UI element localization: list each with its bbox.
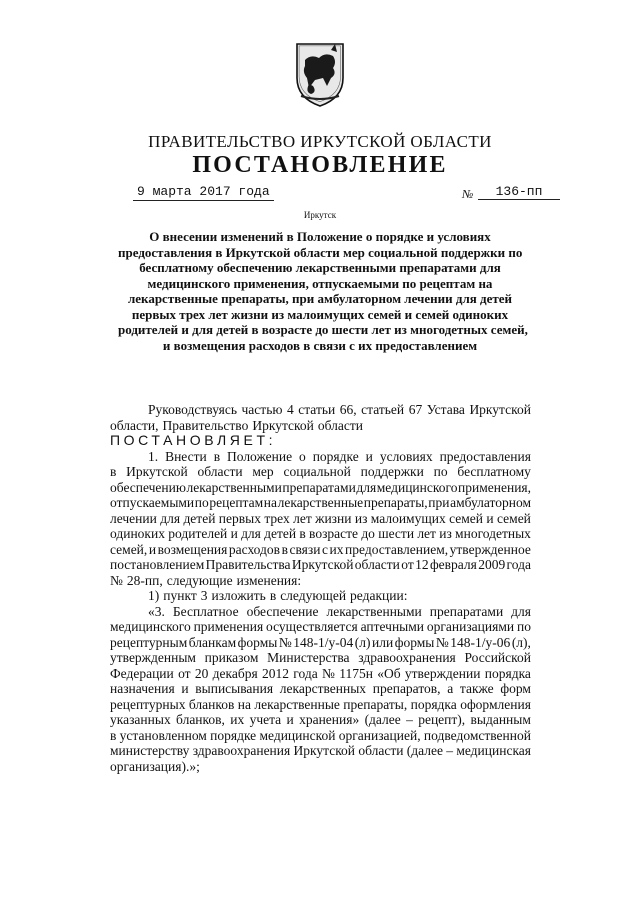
body-line: утвержденным приказом Министерства здравоохранения Российской: [110, 650, 531, 665]
title-line: медицинского применения, отпускаемыми по рецептам на: [147, 275, 493, 291]
body-line: рецептурным бланкам формы № 148-1/у-04 (л) или формы № 148-1/у-06 (л),: [110, 634, 531, 650]
body-line: 1) пункт 3 изложить в следующей редакции:: [148, 588, 408, 603]
document-title: [118, 229, 528, 353]
body-line: № 28-пп, следующие изменения:: [110, 572, 302, 588]
body-line: одиноких родителей и для детей в возрасте до шести лет из многодетных: [110, 526, 531, 541]
document-date: 9 марта 2017 года: [133, 184, 274, 201]
coat-of-arms-icon: [293, 38, 347, 108]
body-line: области, Правительство Иркутской области: [110, 417, 363, 433]
document-body: [110, 402, 531, 774]
title-line: лекарственные препараты, при амбулаторном лечении для детей: [127, 291, 513, 306]
body-line: указанных бланков, их учета и хранения» (далее – рецепт), выданным: [110, 712, 531, 727]
body-line: медицинского применения осуществляется аптечными организациями по: [110, 619, 531, 634]
body-line: постановлением Правительства Иркутской области от 12 февраля 2009 года: [110, 557, 531, 572]
body-line: назначения и выписывания лекарственных препаратов, а также форм: [110, 681, 531, 696]
body-line: Федерации от 20 декабря 2012 года № 1175н «Об утверждении порядка: [110, 665, 531, 681]
body-line: «3. Бесплатное обеспечение лекарственными препаратами для: [148, 603, 531, 619]
title-line: предоставления в Иркутской области мер социальной поддержки по: [118, 244, 523, 260]
body-line: рецептурных бланков на лекарственные препараты, порядка оформления: [110, 696, 531, 712]
city: Иркутск: [303, 210, 337, 220]
body-line: лечении для детей первых трех лет жизни из малоимущих семей и семей: [110, 510, 531, 526]
government-name: ПРАВИТЕЛЬСТВО ИРКУТСКОЙ ОБЛАСТИ: [148, 132, 492, 151]
body-line: отпускаемыми по рецептам на лекарственные препараты, при амбулаторном: [110, 495, 531, 510]
title-line: первых трех лет жизни из малоимущих семей и семей одиноких: [131, 306, 509, 322]
title-line: О внесении изменений в Положение о порядке и условиях: [149, 229, 491, 244]
body-line: обеспечению лекарственными препаратами для медицинского применения,: [110, 479, 531, 495]
body-line: ПОСТАНОВЛЯЕТ:: [110, 432, 277, 448]
body-line: министерству здравоохранения Иркутской области (далее – медицинская: [110, 743, 531, 758]
body-line: 1. Внести в Положение о порядке и условиях предоставления: [148, 448, 531, 464]
title-line: и возмещения расходов в связи с их предоставлением: [162, 337, 478, 353]
title-line: бесплатному обеспечению лекарственными препаратами для: [139, 260, 501, 275]
title-line: родителей и для детей в возрасте до шести лет из многодетных семей,: [118, 322, 528, 337]
body-line: организация).»;: [110, 758, 200, 774]
body-line: в Иркутской области мер социальной поддержки по бесплатному: [110, 464, 531, 479]
body-line: семей, и возмещения расходов в связи с их предоставлением, утвержденное: [110, 541, 531, 557]
body-line: в установленном порядке медицинской организацией, подведомственной: [110, 727, 531, 743]
number-sign: №: [462, 187, 474, 201]
body-line: Руководствуясь частью 4 статьи 66, статьей 67 Устава Иркутской: [148, 402, 531, 417]
document-type: ПОСТАНОВЛЕНИЕ: [192, 152, 448, 178]
document-number: 136-пп: [478, 184, 560, 200]
